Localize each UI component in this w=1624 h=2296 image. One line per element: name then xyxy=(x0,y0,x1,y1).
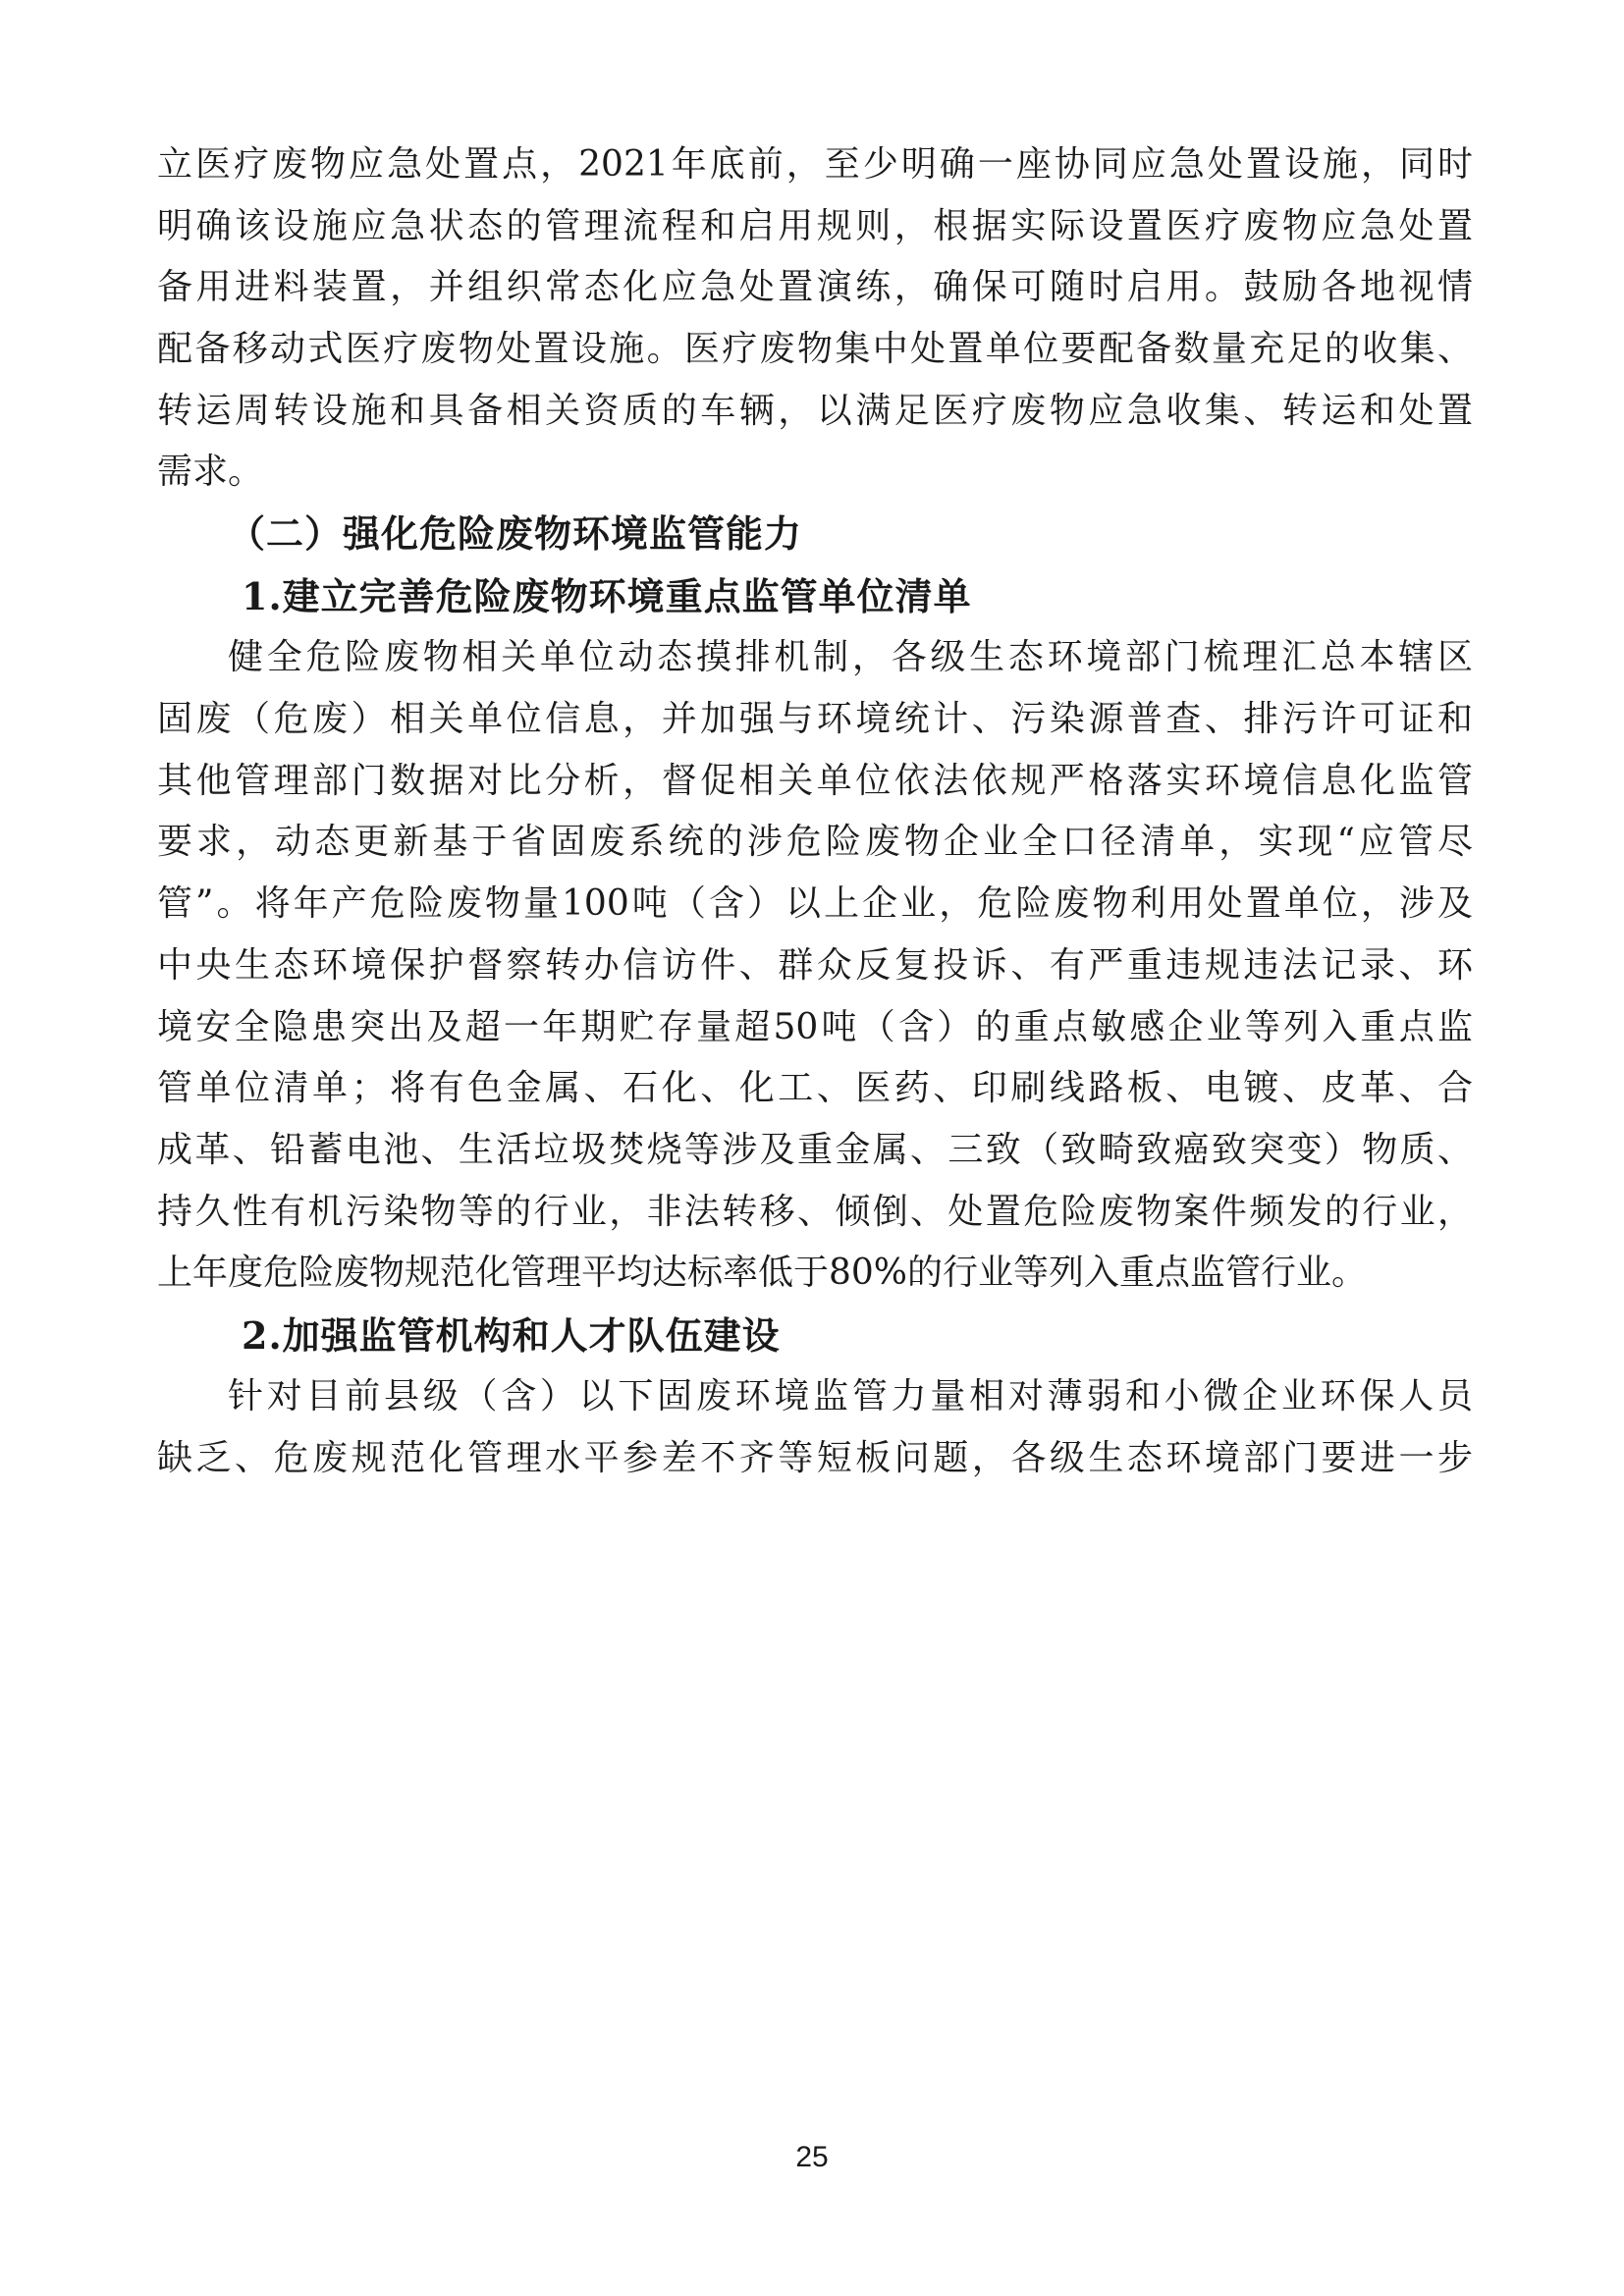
section-heading: （二）强化危险废物环境监管能力 xyxy=(228,511,803,556)
paragraph-line: 备用进料装置，并组织常态化应急处置演练，确保可随时启用。鼓励各地视情 xyxy=(157,267,1473,307)
paragraph-line: 配备移动式医疗废物处置设施。医疗废物集中处置单位要配备数量充足的收集、 xyxy=(157,329,1473,369)
paragraph-line: 要求，动态更新基于省固废系统的涉危险废物企业全口径清单，实现“应管尽 xyxy=(157,822,1473,862)
paragraph-line: 管单位清单；将有色金属、石化、化工、医药、印刷线路板、电镀、皮革、合 xyxy=(157,1068,1473,1108)
paragraph-line: 固废（危废）相关单位信息，并加强与环境统计、污染源普查、排污许可证和 xyxy=(157,699,1473,739)
subheading-2: 2.加强监管机构和人才队伍建设 xyxy=(242,1313,781,1358)
paragraph-line: 管”。将年产危险废物量100吨（含）以上企业，危险废物利用处置单位，涉及 xyxy=(157,883,1473,924)
paragraph-line: 上年度危险废物规范化管理平均达标率低于80%的行业等列入重点监管行业。 xyxy=(157,1253,1368,1293)
paragraph-line: 健全危险废物相关单位动态摸排机制，各级生态环境部门梳理汇总本辖区 xyxy=(228,637,1473,677)
paragraph-line: 境安全隐患突出及超一年期贮存量超50吨（含）的重点敏感企业等列入重点监 xyxy=(157,1007,1473,1047)
paragraph-line: 转运周转设施和具备相关资质的车辆，以满足医疗废物应急收集、转运和处置 xyxy=(157,391,1473,431)
paragraph-line: 持久性有机污染物等的行业，非法转移、倾倒、处置危险废物案件频发的行业， xyxy=(157,1192,1473,1232)
subheading-1: 1.建立完善危险废物环境重点监管单位清单 xyxy=(242,574,972,618)
paragraph-line: 需求。 xyxy=(157,452,264,492)
paragraph-line: 明确该设施应急状态的管理流程和启用规则，根据实际设置医疗废物应急处置 xyxy=(157,206,1473,246)
paragraph-line: 中央生态环境保护督察转办信访件、群众反复投诉、有严重违规违法记录、环 xyxy=(157,945,1473,986)
paragraph-line: 立医疗废物应急处置点，2021年底前，至少明确一座协同应急处置设施，同时 xyxy=(157,144,1473,185)
page-number: 25 xyxy=(795,2141,829,2173)
paragraph-line: 缺乏、危废规范化管理水平参差不齐等短板问题，各级生态环境部门要进一步 xyxy=(157,1438,1473,1478)
paragraph-line: 成革、铅蓄电池、生活垃圾焚烧等涉及重金属、三致（致畸致癌致突变）物质、 xyxy=(157,1130,1473,1170)
paragraph-line: 其他管理部门数据对比分析，督促相关单位依法依规严格落实环境信息化监管 xyxy=(157,761,1473,801)
paragraph-line: 针对目前县级（含）以下固废环境监管力量相对薄弱和小微企业环保人员 xyxy=(228,1376,1473,1416)
